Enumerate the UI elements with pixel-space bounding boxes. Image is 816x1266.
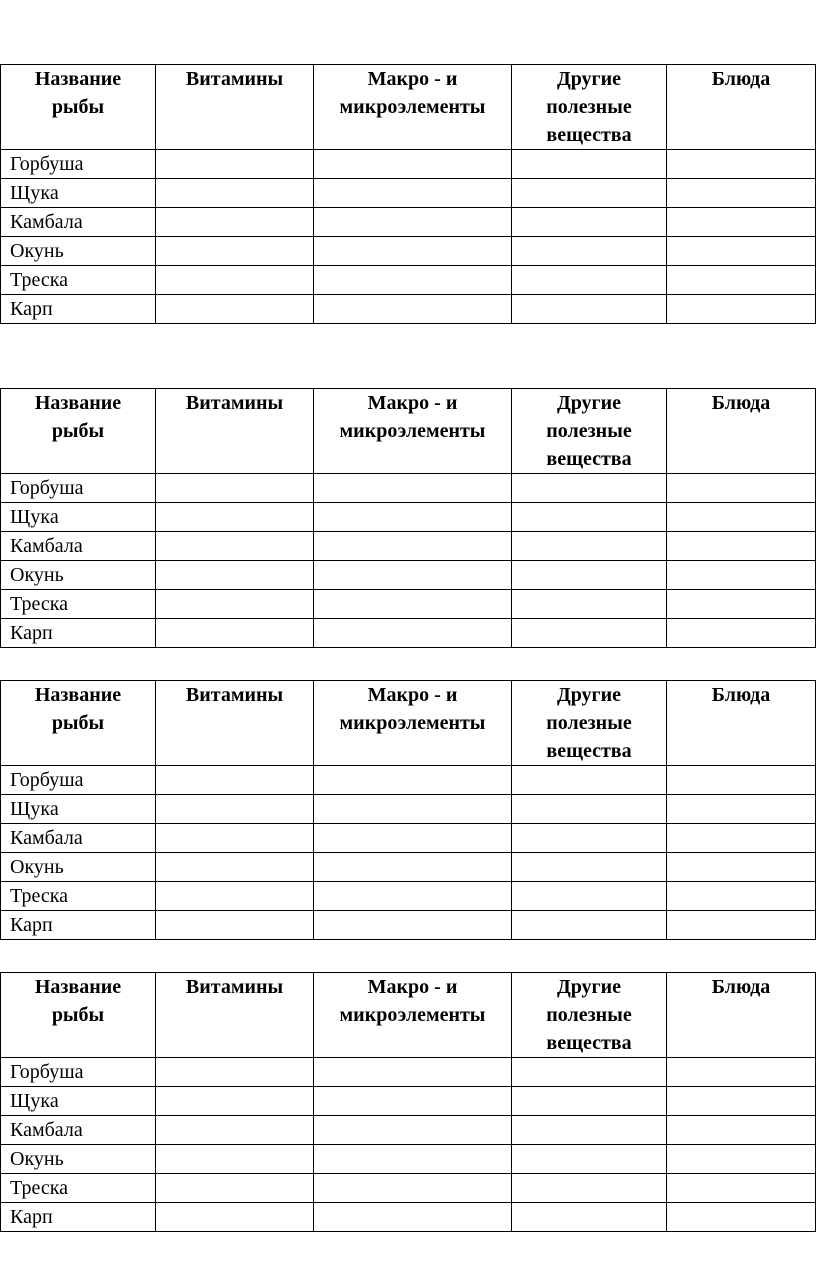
fish-name-cell: Камбала	[1, 532, 156, 561]
empty-cell-vitamins[interactable]	[156, 1116, 314, 1145]
header-other-substances-label: Другие полезные вещества	[546, 68, 632, 146]
empty-cell-dishes[interactable]	[667, 590, 816, 619]
table-row-shchuka	[1, 795, 816, 824]
empty-cell-other-substances[interactable]	[512, 1203, 667, 1232]
empty-cell-other-substances[interactable]	[512, 824, 667, 853]
empty-cell-vitamins[interactable]	[156, 795, 314, 824]
empty-cell-other-substances[interactable]	[512, 795, 667, 824]
empty-cell-vitamins[interactable]	[156, 619, 314, 648]
fish-name-cell: Треска	[1, 882, 156, 911]
empty-cell-dishes[interactable]	[667, 911, 816, 940]
empty-cell-macro-micro[interactable]	[314, 150, 512, 179]
header-vitamins	[156, 65, 314, 150]
table-row-shchuka	[1, 503, 816, 532]
empty-cell-vitamins[interactable]	[156, 532, 314, 561]
table-row-treska	[1, 590, 816, 619]
header-dishes-label: Блюда	[711, 68, 771, 90]
empty-cell-macro-micro[interactable]	[314, 766, 512, 795]
fish-name-cell: Горбуша	[1, 1058, 156, 1087]
empty-cell-macro-micro[interactable]	[314, 295, 512, 324]
empty-cell-vitamins[interactable]	[156, 882, 314, 911]
empty-cell-dishes[interactable]	[667, 882, 816, 911]
table-row-okun	[1, 1145, 816, 1174]
empty-cell-other-substances[interactable]	[512, 882, 667, 911]
fish-name-cell: Карп	[1, 911, 156, 940]
empty-cell-dishes[interactable]	[667, 1203, 816, 1232]
empty-cell-other-substances[interactable]	[512, 532, 667, 561]
empty-cell-macro-micro[interactable]	[314, 1058, 512, 1087]
table-row-gorbusha	[1, 150, 816, 179]
header-other-substances	[512, 681, 667, 766]
empty-cell-vitamins[interactable]	[156, 766, 314, 795]
empty-cell-other-substances[interactable]	[512, 474, 667, 503]
empty-cell-vitamins[interactable]	[156, 853, 314, 882]
header-dishes	[667, 681, 816, 766]
header-vitamins-label: Витамины	[185, 392, 284, 414]
table-row-okun	[1, 561, 816, 590]
empty-cell-dishes[interactable]	[667, 561, 816, 590]
empty-cell-vitamins[interactable]	[156, 1145, 314, 1174]
empty-cell-other-substances[interactable]	[512, 1087, 667, 1116]
header-dishes-label: Блюда	[711, 392, 771, 414]
fish-name-cell: Горбуша	[1, 150, 156, 179]
header-macro-micro	[314, 681, 512, 766]
empty-cell-dishes[interactable]	[667, 503, 816, 532]
header-row	[1, 681, 816, 766]
empty-cell-dishes[interactable]	[667, 795, 816, 824]
empty-cell-macro-micro[interactable]	[314, 532, 512, 561]
fish-name-cell: Окунь	[1, 561, 156, 590]
empty-cell-macro-micro[interactable]	[314, 795, 512, 824]
header-vitamins	[156, 681, 314, 766]
header-macro-micro	[314, 389, 512, 474]
empty-cell-other-substances[interactable]	[512, 208, 667, 237]
empty-cell-vitamins[interactable]	[156, 590, 314, 619]
table-row-kambala	[1, 532, 816, 561]
header-macro-micro	[314, 65, 512, 150]
fish-name-cell: Камбала	[1, 824, 156, 853]
header-fish-name-label: Название рыбы	[34, 392, 122, 442]
header-macro-micro-label: Макро - и микроэлементы	[339, 392, 486, 442]
empty-cell-dishes[interactable]	[667, 619, 816, 648]
empty-cell-other-substances[interactable]	[512, 266, 667, 295]
fish-name-cell: Горбуша	[1, 766, 156, 795]
table-row-karp	[1, 295, 816, 324]
empty-cell-macro-micro[interactable]	[314, 1203, 512, 1232]
empty-cell-dishes[interactable]	[667, 1145, 816, 1174]
header-macro-micro-label: Макро - и микроэлементы	[339, 68, 486, 118]
empty-cell-other-substances[interactable]	[512, 1116, 667, 1145]
empty-cell-other-substances[interactable]	[512, 150, 667, 179]
empty-cell-macro-micro[interactable]	[314, 266, 512, 295]
header-dishes-label: Блюда	[711, 976, 771, 998]
empty-cell-dishes[interactable]	[667, 853, 816, 882]
header-other-substances	[512, 973, 667, 1058]
header-fish-name	[1, 973, 156, 1058]
fish-name-cell: Окунь	[1, 1145, 156, 1174]
header-dishes	[667, 973, 816, 1058]
empty-cell-other-substances[interactable]	[512, 619, 667, 648]
header-other-substances-label: Другие полезные вещества	[546, 392, 632, 470]
header-vitamins-label: Витамины	[185, 68, 284, 90]
empty-cell-macro-micro[interactable]	[314, 1174, 512, 1203]
empty-cell-dishes[interactable]	[667, 474, 816, 503]
table-row-gorbusha	[1, 474, 816, 503]
empty-cell-macro-micro[interactable]	[314, 561, 512, 590]
header-fish-name	[1, 681, 156, 766]
empty-cell-vitamins[interactable]	[156, 561, 314, 590]
empty-cell-dishes[interactable]	[667, 766, 816, 795]
empty-cell-dishes[interactable]	[667, 824, 816, 853]
empty-cell-vitamins[interactable]	[156, 150, 314, 179]
fish-name-cell: Камбала	[1, 208, 156, 237]
empty-cell-vitamins[interactable]	[156, 474, 314, 503]
fish-table-2	[0, 388, 816, 648]
table-row-okun	[1, 237, 816, 266]
fish-name-cell: Треска	[1, 266, 156, 295]
empty-cell-dishes[interactable]	[667, 237, 816, 266]
header-vitamins	[156, 973, 314, 1058]
empty-cell-vitamins[interactable]	[156, 1174, 314, 1203]
empty-cell-other-substances[interactable]	[512, 766, 667, 795]
empty-cell-vitamins[interactable]	[156, 1203, 314, 1232]
fish-name-cell: Окунь	[1, 237, 156, 266]
header-other-substances	[512, 65, 667, 150]
empty-cell-dishes[interactable]	[667, 1087, 816, 1116]
empty-cell-macro-micro[interactable]	[314, 179, 512, 208]
empty-cell-macro-micro[interactable]	[314, 824, 512, 853]
empty-cell-macro-micro[interactable]	[314, 911, 512, 940]
fish-name-cell: Горбуша	[1, 474, 156, 503]
header-fish-name-label: Название рыбы	[34, 684, 122, 734]
empty-cell-other-substances[interactable]	[512, 561, 667, 590]
table-row-shchuka	[1, 179, 816, 208]
empty-cell-vitamins[interactable]	[156, 237, 314, 266]
empty-cell-vitamins[interactable]	[156, 1087, 314, 1116]
fish-name-cell: Камбала	[1, 1116, 156, 1145]
table-row-gorbusha	[1, 766, 816, 795]
header-dishes-label: Блюда	[711, 684, 771, 706]
empty-cell-dishes[interactable]	[667, 150, 816, 179]
fish-name-cell: Щука	[1, 795, 156, 824]
fish-table-3	[0, 680, 816, 940]
empty-cell-dishes[interactable]	[667, 208, 816, 237]
table-row-treska	[1, 1174, 816, 1203]
table-row-karp	[1, 619, 816, 648]
table-row-gorbusha	[1, 1058, 816, 1087]
table-row-okun	[1, 853, 816, 882]
empty-cell-dishes[interactable]	[667, 532, 816, 561]
empty-cell-dishes[interactable]	[667, 1116, 816, 1145]
empty-cell-other-substances[interactable]	[512, 590, 667, 619]
fish-name-cell: Щука	[1, 503, 156, 532]
empty-cell-macro-micro[interactable]	[314, 619, 512, 648]
header-row	[1, 389, 816, 474]
empty-cell-macro-micro[interactable]	[314, 474, 512, 503]
fish-table-4	[0, 972, 816, 1232]
table-row-karp	[1, 1203, 816, 1232]
fish-name-cell: Карп	[1, 1203, 156, 1232]
empty-cell-other-substances[interactable]	[512, 295, 667, 324]
empty-cell-other-substances[interactable]	[512, 1174, 667, 1203]
empty-cell-dishes[interactable]	[667, 179, 816, 208]
empty-cell-dishes[interactable]	[667, 266, 816, 295]
header-other-substances-label: Другие полезные вещества	[546, 976, 632, 1054]
fish-name-cell: Щука	[1, 179, 156, 208]
empty-cell-vitamins[interactable]	[156, 911, 314, 940]
empty-cell-vitamins[interactable]	[156, 179, 314, 208]
header-vitamins-label: Витамины	[185, 976, 284, 998]
header-vitamins	[156, 389, 314, 474]
header-other-substances	[512, 389, 667, 474]
table-row-treska	[1, 266, 816, 295]
header-vitamins-label: Витамины	[185, 684, 284, 706]
empty-cell-dishes[interactable]	[667, 1174, 816, 1203]
empty-cell-macro-micro[interactable]	[314, 590, 512, 619]
fish-name-cell: Карп	[1, 619, 156, 648]
empty-cell-vitamins[interactable]	[156, 824, 314, 853]
header-macro-micro-label: Макро - и микроэлементы	[339, 684, 486, 734]
empty-cell-macro-micro[interactable]	[314, 237, 512, 266]
header-other-substances-label: Другие полезные вещества	[546, 684, 632, 762]
empty-cell-macro-micro[interactable]	[314, 853, 512, 882]
header-dishes	[667, 389, 816, 474]
header-fish-name-label: Название рыбы	[34, 976, 122, 1026]
empty-cell-other-substances[interactable]	[512, 911, 667, 940]
empty-cell-macro-micro[interactable]	[314, 1087, 512, 1116]
empty-cell-macro-micro[interactable]	[314, 208, 512, 237]
header-fish-name-label: Название рыбы	[34, 68, 122, 118]
empty-cell-dishes[interactable]	[667, 1058, 816, 1087]
header-macro-micro	[314, 973, 512, 1058]
empty-cell-other-substances[interactable]	[512, 503, 667, 532]
fish-name-cell: Щука	[1, 1087, 156, 1116]
empty-cell-other-substances[interactable]	[512, 853, 667, 882]
empty-cell-macro-micro[interactable]	[314, 882, 512, 911]
header-fish-name	[1, 65, 156, 150]
empty-cell-other-substances[interactable]	[512, 1058, 667, 1087]
empty-cell-macro-micro[interactable]	[314, 1116, 512, 1145]
empty-cell-other-substances[interactable]	[512, 179, 667, 208]
fish-name-cell: Треска	[1, 590, 156, 619]
empty-cell-other-substances[interactable]	[512, 237, 667, 266]
empty-cell-macro-micro[interactable]	[314, 1145, 512, 1174]
empty-cell-other-substances[interactable]	[512, 1145, 667, 1174]
header-macro-micro-label: Макро - и микроэлементы	[339, 976, 486, 1026]
header-row	[1, 973, 816, 1058]
header-dishes	[667, 65, 816, 150]
empty-cell-vitamins[interactable]	[156, 1058, 314, 1087]
fish-table-1	[0, 64, 816, 324]
table-row-treska	[1, 882, 816, 911]
empty-cell-macro-micro[interactable]	[314, 503, 512, 532]
table-row-shchuka	[1, 1087, 816, 1116]
empty-cell-dishes[interactable]	[667, 295, 816, 324]
table-row-kambala	[1, 824, 816, 853]
table-row-kambala	[1, 208, 816, 237]
empty-cell-vitamins[interactable]	[156, 295, 314, 324]
table-row-kambala	[1, 1116, 816, 1145]
fish-name-cell: Карп	[1, 295, 156, 324]
header-fish-name	[1, 389, 156, 474]
empty-cell-vitamins[interactable]	[156, 503, 314, 532]
empty-cell-vitamins[interactable]	[156, 208, 314, 237]
fish-name-cell: Окунь	[1, 853, 156, 882]
empty-cell-vitamins[interactable]	[156, 266, 314, 295]
table-row-karp	[1, 911, 816, 940]
header-row	[1, 65, 816, 150]
fish-name-cell: Треска	[1, 1174, 156, 1203]
